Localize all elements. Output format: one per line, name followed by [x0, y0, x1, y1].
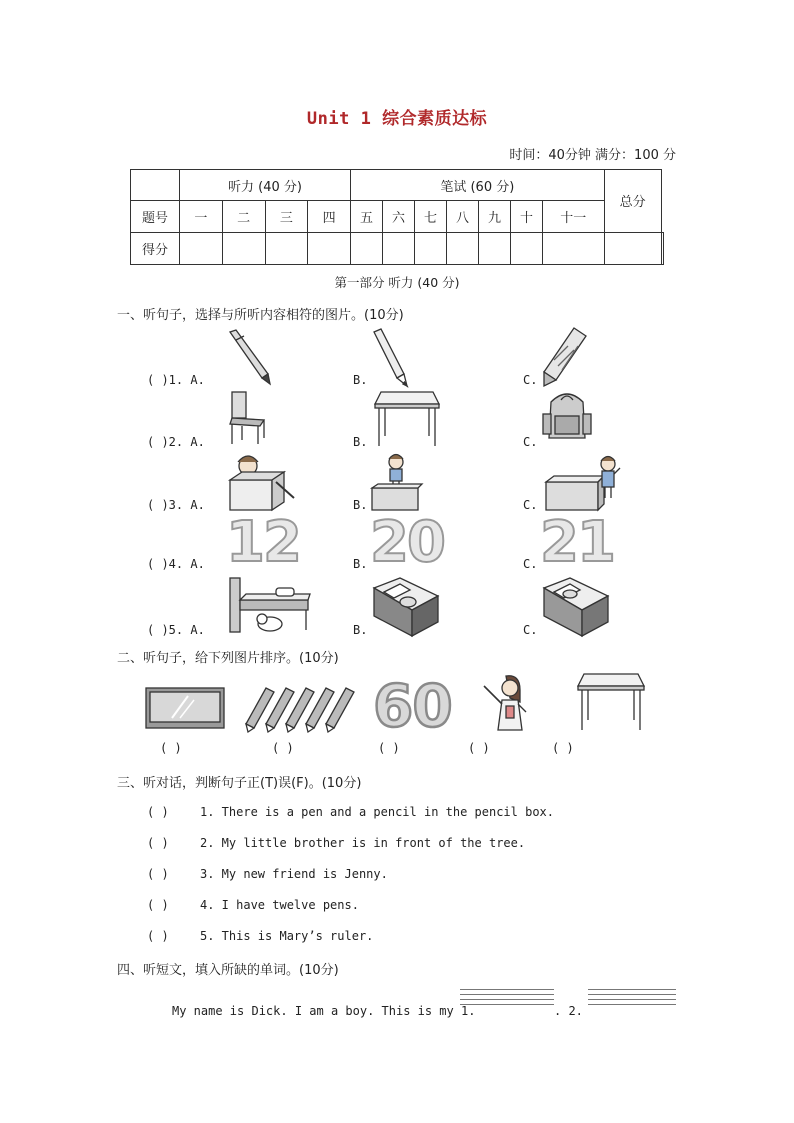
boy-in-box-icon[interactable]: [226, 452, 296, 512]
score-cell[interactable]: [383, 232, 415, 264]
score-cell[interactable]: [510, 232, 542, 264]
score-cell[interactable]: [265, 232, 308, 264]
desk-icon[interactable]: [576, 672, 646, 732]
question-number: 一: [180, 201, 223, 232]
empty-cell: [131, 170, 180, 201]
tf-bracket[interactable]: ( ): [147, 836, 169, 850]
blank-1[interactable]: [460, 989, 554, 1009]
pen-icon[interactable]: [226, 328, 276, 386]
score-cell[interactable]: [415, 232, 447, 264]
crayon-icon[interactable]: [540, 326, 590, 388]
question-number: 十一: [542, 201, 604, 232]
option-b-label: B.: [353, 623, 368, 637]
tf-statement: 4. I have twelve pens.: [200, 898, 359, 912]
option-c-label: C.: [523, 373, 538, 387]
option-c-label: C.: [523, 623, 538, 637]
number-12-option[interactable]: 12: [226, 510, 300, 575]
pencil-icon[interactable]: [370, 328, 414, 388]
tf-bracket[interactable]: ( ): [147, 898, 169, 912]
question-number: 七: [415, 201, 447, 232]
question-label: 题号: [131, 201, 180, 232]
option-b-label: B.: [353, 557, 368, 571]
score-cell[interactable]: [308, 232, 351, 264]
desk-icon[interactable]: [373, 390, 441, 448]
schoolbag-icon[interactable]: [541, 388, 593, 446]
q2-label: ( )2. A.: [147, 435, 205, 449]
listening-header: 听力 (40 分): [180, 170, 351, 201]
part1-title: 第一部分 听力 (40 分): [334, 275, 460, 290]
time-info: 时间：40分钟 满分：100 分: [509, 148, 676, 163]
question-number: 八: [447, 201, 479, 232]
option-c-label: C.: [523, 557, 538, 571]
teacher-icon[interactable]: [480, 672, 534, 734]
score-cell[interactable]: [222, 232, 265, 264]
q3-label: ( )3. A.: [147, 498, 205, 512]
passage-text-2: . 2.: [554, 1004, 583, 1018]
question-number: 三: [265, 201, 308, 232]
score-label: 得分: [131, 232, 180, 264]
option-b-label: B.: [353, 373, 368, 387]
question-number: 九: [478, 201, 510, 232]
option-c-label: C.: [523, 498, 538, 512]
section4-heading: 四、听短文，填入所缺的单词。(10分): [117, 963, 339, 978]
option-b-label: B.: [353, 498, 368, 512]
tf-statement: 1. There is a pen and a pencil in the pencil box.: [200, 805, 555, 819]
order-bracket[interactable]: ( ): [378, 741, 400, 755]
blank-2[interactable]: [588, 989, 676, 1009]
section1-heading: 一、听句子，选择与所听内容相符的图片。(10分): [117, 308, 404, 323]
cap-on-bed-icon[interactable]: [370, 576, 442, 638]
score-cell[interactable]: [180, 232, 223, 264]
order-bracket[interactable]: ( ): [552, 741, 574, 755]
section3-heading: 三、听对话，判断句子正(T)误(F)。(10分): [117, 776, 362, 791]
tf-bracket[interactable]: ( ): [147, 805, 169, 819]
score-cell[interactable]: [351, 232, 383, 264]
question-number: 二: [222, 201, 265, 232]
number-20-option[interactable]: 20: [370, 510, 444, 575]
section2-heading: 二、听句子，给下列图片排序。(10分): [117, 651, 339, 666]
score-table: [130, 169, 664, 265]
tf-bracket[interactable]: ( ): [147, 867, 169, 881]
tf-statement: 5. This is Mary’s ruler.: [200, 929, 374, 943]
question-number: 十: [510, 201, 542, 232]
score-cell[interactable]: [542, 232, 604, 264]
blackboard-icon[interactable]: [144, 686, 226, 730]
tf-statement: 3. My new friend is Jenny.: [200, 867, 388, 881]
score-cell[interactable]: [604, 232, 661, 264]
tf-statement: 2. My little brother is in front of the tree.: [200, 836, 526, 850]
cat-under-bed-icon[interactable]: [226, 576, 312, 636]
tf-bracket[interactable]: ( ): [147, 929, 169, 943]
page-title: Unit 1 综合素质达标: [306, 109, 488, 129]
total-score-cell[interactable]: [661, 232, 663, 264]
order-bracket[interactable]: ( ): [272, 741, 294, 755]
option-c-label: C.: [523, 435, 538, 449]
score-cell[interactable]: [478, 232, 510, 264]
chair-icon[interactable]: [228, 390, 268, 446]
score-cell[interactable]: [447, 232, 479, 264]
pencils-icon[interactable]: [244, 684, 356, 732]
boy-on-box-icon[interactable]: [368, 452, 424, 512]
total-header: 总分: [604, 170, 661, 233]
order-bracket[interactable]: ( ): [468, 741, 490, 755]
question-number: 五: [351, 201, 383, 232]
question-number: 四: [308, 201, 351, 232]
question-number: 六: [383, 201, 415, 232]
order-bracket[interactable]: ( ): [160, 741, 182, 755]
option-b-label: B.: [353, 435, 368, 449]
q5-label: ( )5. A.: [147, 623, 205, 637]
writing-header: 笔试 (60 分): [351, 170, 605, 201]
q4-label: ( )4. A.: [147, 557, 205, 571]
boy-beside-box-icon[interactable]: [542, 452, 628, 512]
number-60-icon[interactable]: 60: [373, 672, 452, 740]
passage-text: My name is Dick. I am a boy. This is my 1.: [172, 1004, 476, 1018]
number-21-option[interactable]: 21: [540, 510, 614, 575]
q1-label: ( )1. A.: [147, 373, 205, 387]
cap-on-bed-icon[interactable]: [540, 576, 612, 638]
